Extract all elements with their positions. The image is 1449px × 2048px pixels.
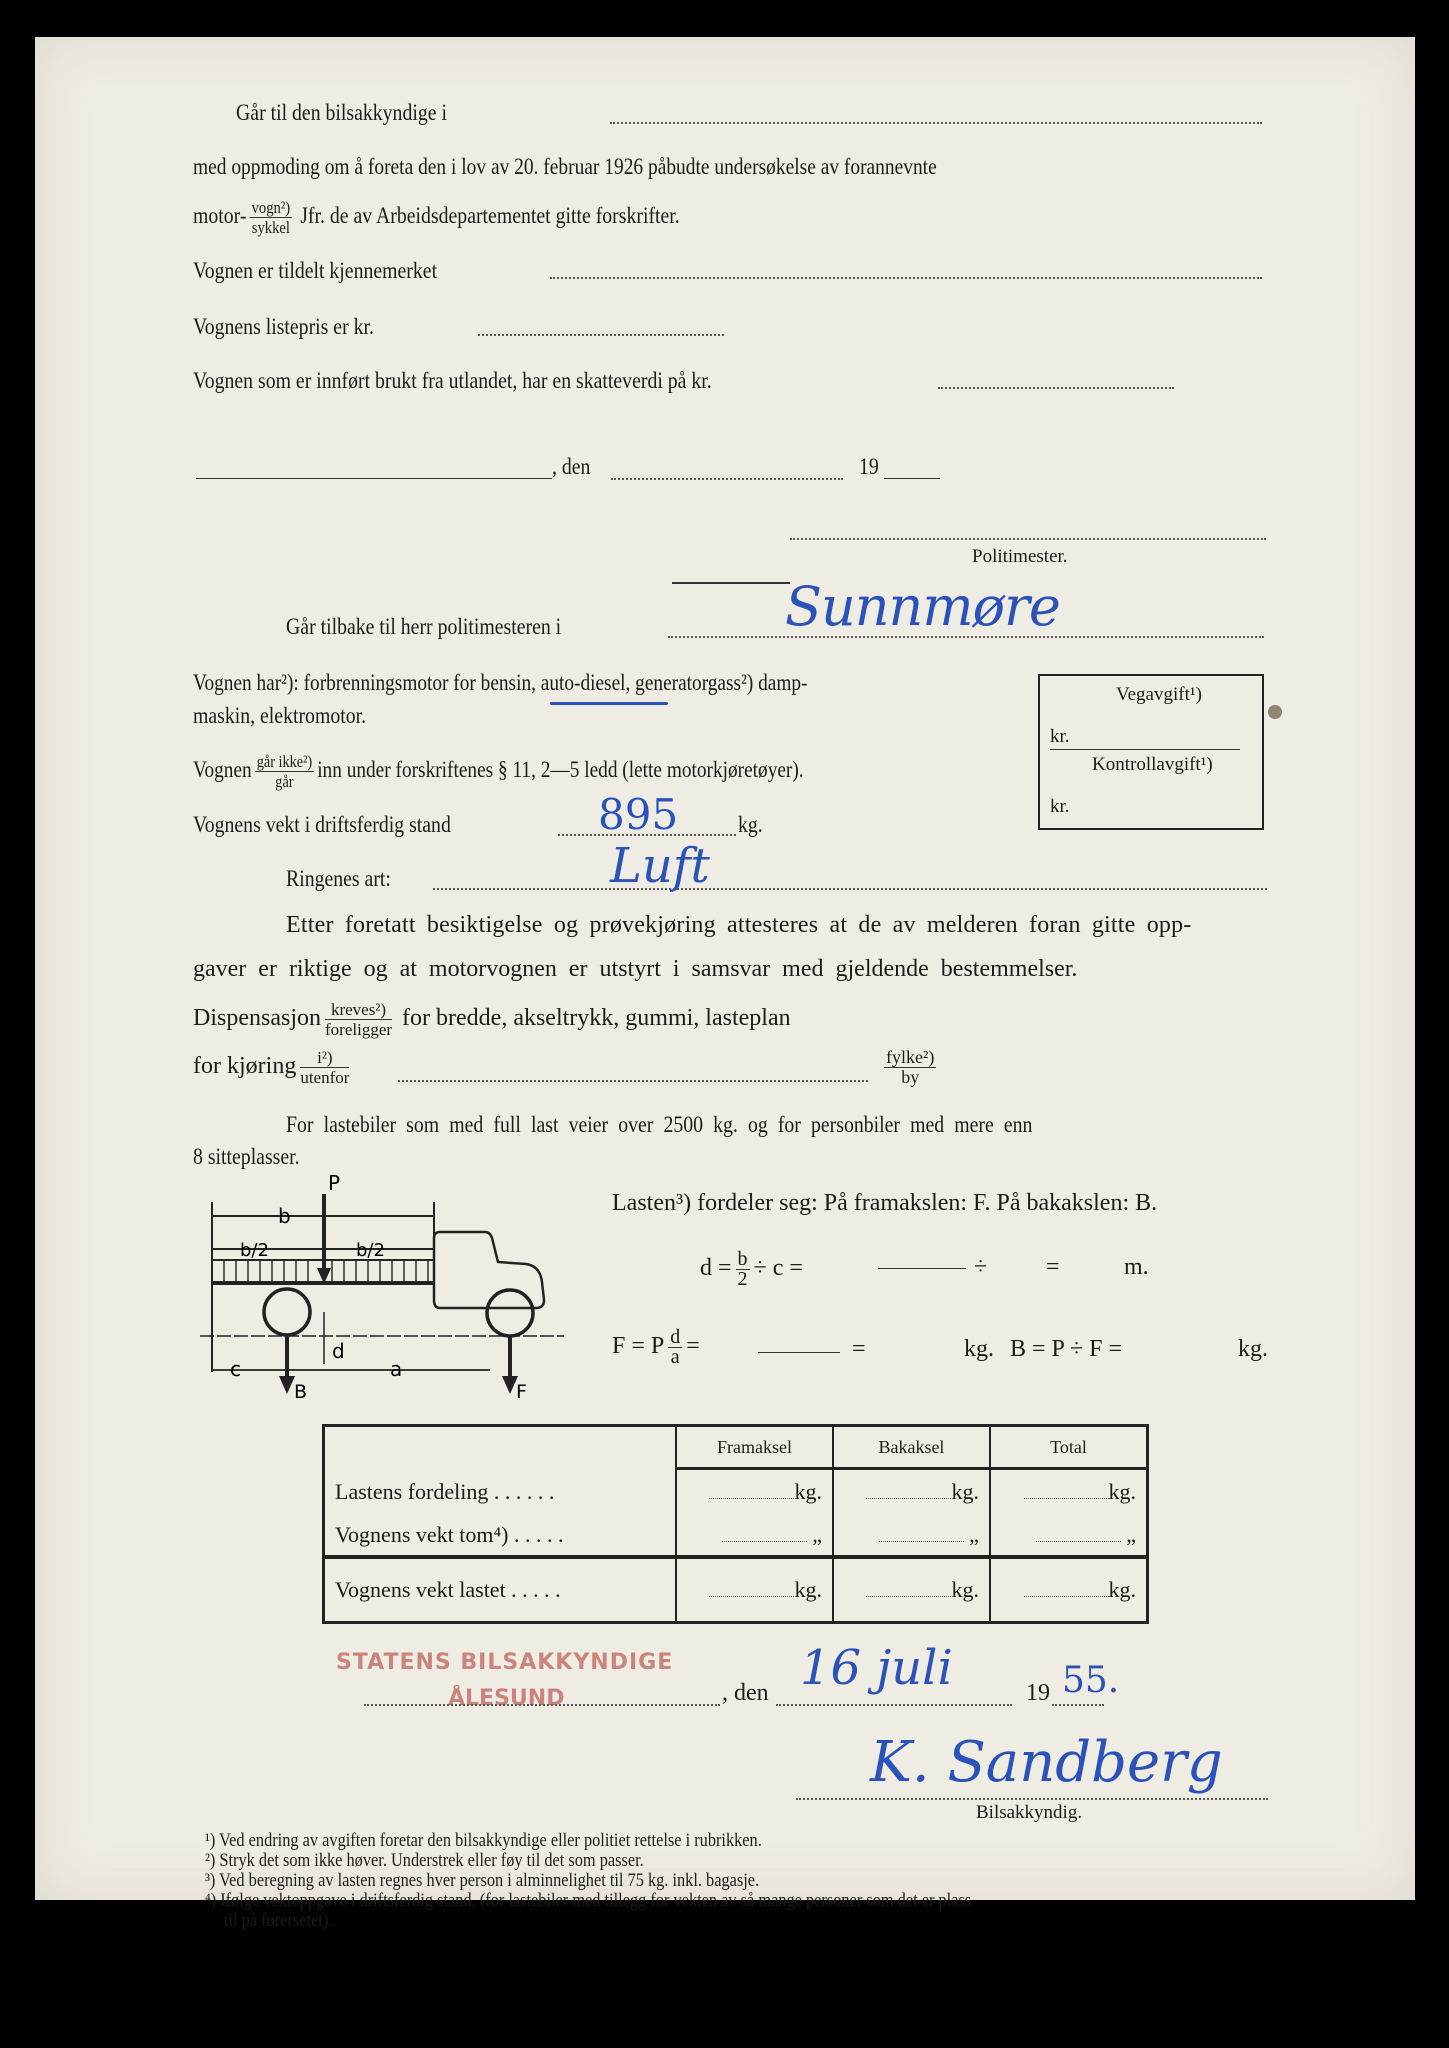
gar-ikke-option: går ikke²): [256, 752, 313, 771]
footnote: [205, 1910, 971, 1930]
forskrift-text: inn under forskriftenes § 11, 2—5 ledd (lette motorkjøretøyer).: [317, 756, 804, 782]
col-header-total: Total: [990, 1426, 1148, 1469]
gar-til-label: Går til den bilsakkyndige i: [236, 100, 447, 125]
signature: K. Sandberg: [870, 1730, 1223, 1795]
listepris-field[interactable]: [478, 334, 724, 336]
vekt-value: 895: [598, 790, 679, 839]
i-option: i²): [300, 1048, 349, 1068]
dispensasjon-word: Dispensasjon: [193, 1005, 321, 1032]
kreves-option: kreves²): [325, 1000, 392, 1020]
frac-den: a: [670, 1346, 680, 1368]
footnote-text: Ved endring av avgiften foretar den bilsakkyndige eller politiet rettelse i rubrikken.: [219, 1830, 762, 1851]
d-unit: m.: [1124, 1254, 1149, 1280]
cell-unit: kg.: [1108, 1479, 1136, 1505]
B-unit: kg.: [1238, 1336, 1268, 1362]
motor-type-line2: maskin, elektromotor.: [193, 703, 367, 728]
vekt-unit: kg.: [738, 812, 763, 837]
motor-type-line1: Vognen har²): forbrenningsmotor for bensin, auto-diesel, generatorgass²) damp-: [193, 670, 808, 695]
skatteverdi-label: Vognen som er innført brukt fra utlandet, har en skatteverdi på kr.: [193, 368, 712, 393]
vogn-sykkel-fraction: [250, 198, 292, 237]
place-signoff-field[interactable]: [364, 1704, 720, 1706]
i-utenfor-fraction: [300, 1048, 349, 1087]
dispensasjon-line: [193, 1000, 791, 1039]
d-over-a-fraction: [668, 1328, 682, 1367]
footnote-text: Ifølge vektoppgave i driftsferdig stand, (for lastebiler med tillegg for vekten av så mange personer som det er plass: [220, 1890, 972, 1911]
d-div: ÷: [974, 1254, 988, 1280]
col-header-bakaksel: Bakaksel: [833, 1426, 990, 1469]
cell-unit: kg.: [794, 1479, 822, 1505]
attest-line1: Etter foretatt besiktigelse og prøvekjøring attesteres at de av melderen foran gitte opp-: [286, 912, 1192, 938]
table-cell[interactable]: [990, 1469, 1148, 1515]
fylke-fraction-wrap: [880, 1048, 940, 1087]
kjoring-word: for kjøring: [193, 1053, 297, 1080]
jfr-text: Jfr. de av Arbeidsdepartementet gitte forskrifter.: [300, 202, 680, 228]
stamp-line1: STATENS BILSAKKYNDIGE: [336, 1650, 674, 1675]
cell-unit: kg.: [1108, 1576, 1136, 1602]
table-header-row: [324, 1426, 1148, 1469]
load-distribution-table: [322, 1424, 1149, 1624]
fylke-by-fraction: [884, 1048, 936, 1087]
d-formula: [700, 1250, 803, 1289]
table-row: [324, 1515, 1148, 1557]
table-row: [324, 1469, 1148, 1515]
cell-unit: kg.: [951, 1479, 979, 1505]
place-field[interactable]: [196, 478, 552, 479]
skatteverdi-field[interactable]: [938, 387, 1174, 389]
table-cell[interactable]: [833, 1469, 990, 1515]
b-over-2-fraction: [736, 1250, 750, 1289]
politimester-signature-field[interactable]: [790, 538, 1266, 540]
label-B: B: [294, 1381, 308, 1402]
label-a: a: [390, 1357, 403, 1381]
fee-box: [1038, 674, 1264, 830]
ringer-field[interactable]: [433, 888, 1267, 890]
footnote: [205, 1870, 971, 1890]
B-formula: B = P ÷ F =: [1010, 1336, 1123, 1362]
force-F-arrow: [508, 1336, 512, 1380]
d-lhs: d =: [700, 1255, 732, 1282]
frac-den: 2: [737, 1268, 748, 1290]
ringer-label: Ringenes art:: [286, 866, 391, 891]
table-corner: [324, 1426, 677, 1469]
table-row: [324, 1557, 1148, 1623]
footnote-text: Ved beregning av lasten regnes hver person i alminnelighet til 75 kg. inkl. bagasje.: [219, 1870, 760, 1891]
kjennemerke-field[interactable]: [550, 277, 1262, 279]
year-field[interactable]: [884, 478, 940, 479]
handwritten-place: Sunnmøre: [785, 575, 1060, 638]
frac-num: d: [670, 1326, 681, 1348]
cell-unit: „: [969, 1521, 979, 1547]
date-field[interactable]: [611, 478, 843, 480]
vegavgift-label: Vegavgift¹): [1116, 684, 1202, 705]
bilsakkyndig-signature-field[interactable]: [796, 1798, 1268, 1800]
label-b-half-left: b/2: [240, 1240, 269, 1261]
label-b: b: [278, 1204, 291, 1228]
table-cell[interactable]: [990, 1515, 1148, 1557]
d-eq: =: [1046, 1254, 1060, 1280]
date-signoff-field[interactable]: [776, 1704, 1012, 1706]
listepris-label: Vognens listepris er kr.: [193, 314, 374, 339]
F-unit: kg.: [964, 1336, 994, 1362]
year-prefix-2: 19: [1026, 1680, 1050, 1706]
footnote-text: til på førersetet).: [223, 1910, 333, 1931]
oppmoding-text: med oppmoding om å foreta den i lov av 20. februar 1926 påbudte undersøkelse av forannevnte: [193, 154, 937, 179]
utenfor-option: utenfor: [300, 1068, 350, 1087]
ink-underline-bensin: [550, 702, 668, 705]
table-cell[interactable]: [676, 1469, 833, 1515]
footnote: [205, 1850, 971, 1870]
footnotes: [205, 1830, 1096, 1930]
cell-unit: kg.: [794, 1576, 822, 1602]
lastebil-line2: 8 sitteplasser.: [193, 1144, 300, 1169]
lastebil-line1: For lastebiler som med full last veier over 2500 kg. og for personbiler med mere enn: [286, 1112, 1033, 1137]
cell-unit: „: [812, 1521, 822, 1547]
F-eq1: =: [686, 1333, 700, 1360]
handwritten-date: 16 juli: [800, 1640, 953, 1696]
label-d: d: [332, 1339, 345, 1363]
motor-prefix: motor-: [193, 202, 247, 228]
ringer-value: Luft: [610, 838, 710, 894]
cell-unit: kg.: [951, 1576, 979, 1602]
gar-option: går: [275, 772, 294, 791]
forskrift-line: [193, 752, 804, 791]
dispensasjon-rest: for bredde, akseltrykk, gummi, lasteplan: [402, 1005, 791, 1032]
F-value-field[interactable]: [758, 1352, 840, 1353]
row-label: Lastens fordeling . . . . . .: [335, 1478, 555, 1504]
d-rest: ÷ c =: [753, 1255, 803, 1282]
vekt-label: Vognens vekt i driftsferdig stand: [193, 812, 451, 837]
rear-wheel: [264, 1289, 310, 1335]
den-label: , den: [552, 454, 591, 479]
footnote: [205, 1890, 971, 1910]
footnote-text: Stryk det som ikke høver. Understrek eller føy til det som passer.: [219, 1850, 644, 1871]
kreves-fraction: [325, 1000, 392, 1039]
kjoring-line: [193, 1048, 353, 1087]
table-cell[interactable]: [833, 1515, 990, 1557]
frac-num: b: [737, 1248, 748, 1270]
year-prefix: 19: [859, 454, 879, 479]
F-lhs: F = P: [612, 1333, 665, 1360]
sykkel-option: sykkel: [251, 218, 290, 237]
attest-line2: gaver er riktige og at motorvognen er utstyrt i samsvar med gjeldende bestemmelser.: [193, 956, 1078, 982]
divider: [672, 582, 790, 584]
gar-fraction: [255, 752, 314, 791]
vegavgift-field[interactable]: [1050, 749, 1240, 750]
politimester-label: Politimester.: [972, 546, 1068, 567]
stamp-line2: ÅLESUND: [448, 1686, 565, 1711]
row-label: Vognens vekt tom⁴) . . . . .: [335, 1521, 564, 1547]
label-P: P: [328, 1172, 341, 1195]
load-P-arrow: [322, 1194, 326, 1272]
kontrollavgift-kr: kr.: [1050, 796, 1070, 817]
footnote-mark: ¹): [205, 1830, 216, 1851]
table-cell[interactable]: [990, 1557, 1148, 1623]
fylke-option: fylke²): [886, 1047, 935, 1067]
paper-blemish: [1268, 705, 1282, 719]
kjennemerke-label: Vognen er tildelt kjennemerket: [193, 258, 438, 283]
label-b-half-right: b/2: [356, 1240, 385, 1261]
bilsakkyndig-field[interactable]: [610, 122, 1262, 124]
cell-unit: „: [1126, 1521, 1136, 1547]
F-eq2: =: [852, 1336, 866, 1362]
label-F: F: [516, 1381, 527, 1402]
front-wheel: [487, 1290, 533, 1336]
lasten-text: Lasten³) fordeler seg: På framakslen: F. På bakakslen: B.: [612, 1190, 1158, 1216]
table-cell[interactable]: [833, 1557, 990, 1623]
footnote: [205, 1830, 971, 1850]
table-cell[interactable]: [676, 1515, 833, 1557]
year-signoff-field[interactable]: [1052, 1704, 1104, 1706]
motor-line: [193, 198, 680, 237]
den-label-2: , den: [722, 1680, 769, 1706]
row-label: Vognens vekt lastet . . . . .: [335, 1576, 561, 1602]
gar-tilbake-label: Går tilbake til herr politimesteren i: [286, 614, 562, 639]
vegavgift-kr: kr.: [1050, 726, 1070, 747]
footnote-mark: ³): [205, 1870, 216, 1891]
vognen-word: Vognen: [193, 756, 252, 782]
col-header-framaksel: Framaksel: [676, 1426, 833, 1469]
footnote-mark: ²): [205, 1850, 216, 1871]
truck-load-diagram: [200, 1172, 570, 1402]
vogn-option: vogn²): [251, 198, 291, 217]
handwritten-year: 55.: [1062, 1660, 1120, 1701]
foreligger-option: foreligger: [325, 1020, 393, 1039]
kontrollavgift-label: Kontrollavgift¹): [1092, 754, 1213, 775]
by-option: by: [901, 1067, 920, 1087]
kjoring-field[interactable]: [398, 1080, 868, 1082]
d-value-field[interactable]: [878, 1268, 966, 1269]
label-c: c: [230, 1357, 241, 1381]
F-formula: [612, 1328, 700, 1367]
bilsakkyndig-label: Bilsakkyndig.: [976, 1802, 1083, 1823]
footnote-mark: ⁴): [205, 1890, 217, 1911]
table-cell[interactable]: [676, 1557, 833, 1623]
force-B-arrow: [285, 1336, 289, 1380]
